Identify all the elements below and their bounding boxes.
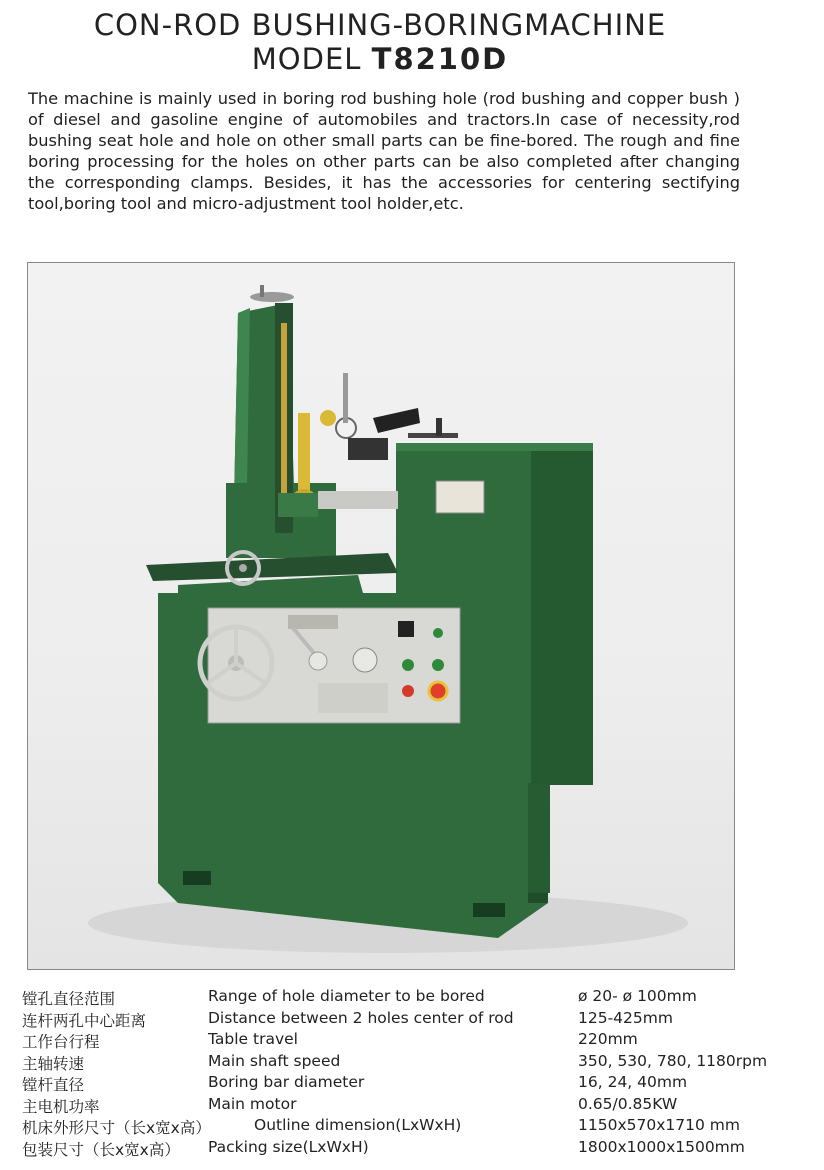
spec-en: Range of hole diameter to be bored xyxy=(208,987,485,1005)
spec-cn: 工作台行程 xyxy=(22,1033,100,1051)
spec-cn: 机床外形尺寸（长x宽x高） xyxy=(22,1119,211,1137)
spec-row xyxy=(22,1009,822,1031)
spec-row xyxy=(22,1052,822,1074)
page-title: CON-ROD BUSHING-BORINGMACHINE xyxy=(93,8,667,42)
spec-row xyxy=(22,1095,822,1117)
spec-en: Packing size(LxWxH) xyxy=(208,1137,369,1156)
spec-en: Distance between 2 holes center of rod xyxy=(208,1008,514,1027)
spec-cn: 包装尺寸（长x宽x高） xyxy=(22,1140,180,1159)
spec-en: Outline dimension(LxWxH) xyxy=(254,1116,462,1134)
model-prefix: MODEL xyxy=(251,42,362,76)
spec-en: Table travel xyxy=(208,1030,298,1048)
spec-en: Boring bar diameter xyxy=(208,1073,365,1091)
model-line xyxy=(0,42,760,76)
spec-value: 16, 24, 40mm xyxy=(578,1073,688,1091)
spec-row xyxy=(22,1116,822,1138)
spec-value: 350, 530, 780, 1180rpm xyxy=(578,1051,768,1070)
spec-en: Main shaft speed xyxy=(208,1051,341,1070)
spec-value: 1800x1000x1500mm xyxy=(578,1137,745,1156)
spec-value: 0.65/0.85KW xyxy=(578,1094,678,1113)
spec-row xyxy=(22,1030,822,1052)
machine-illustration xyxy=(28,263,734,969)
spec-cn: 镗孔直径范围 xyxy=(22,990,116,1008)
spec-en: Main motor xyxy=(208,1094,297,1113)
spec-value: 125-425mm xyxy=(578,1008,673,1027)
model-number: T8210D xyxy=(371,42,509,76)
spec-row xyxy=(22,1073,822,1095)
spec-cn: 镗杆直径 xyxy=(22,1076,85,1094)
spec-value: 220mm xyxy=(578,1030,638,1048)
spec-cn: 主轴转速 xyxy=(22,1054,85,1073)
spec-table xyxy=(22,987,822,1159)
spec-value: ø 20- ø 100mm xyxy=(578,987,697,1005)
spec-value: 1150x570x1710 mm xyxy=(578,1116,740,1134)
spec-cn: 连杆两孔中心距离 xyxy=(22,1011,147,1030)
machine-photo xyxy=(27,262,735,970)
spec-cn: 主电机功率 xyxy=(22,1097,100,1116)
spec-row xyxy=(22,987,822,1009)
spec-row xyxy=(22,1138,822,1160)
description-paragraph: The machine is mainly used in boring rod bushing hole (rod bushing and copper bush ) of diesel and gasoline engine of automobiles and tractors.In case of necessity,rod bushing seat hole and hole on other small parts can be fine-bored. The rough and fine boring processing for the holes on other parts can be also completed after changing the corresponding clamps. Besides, it has the accessories for centering sectifying tool,boring tool and micro-adjustment tool holder,etc. xyxy=(28,89,740,213)
